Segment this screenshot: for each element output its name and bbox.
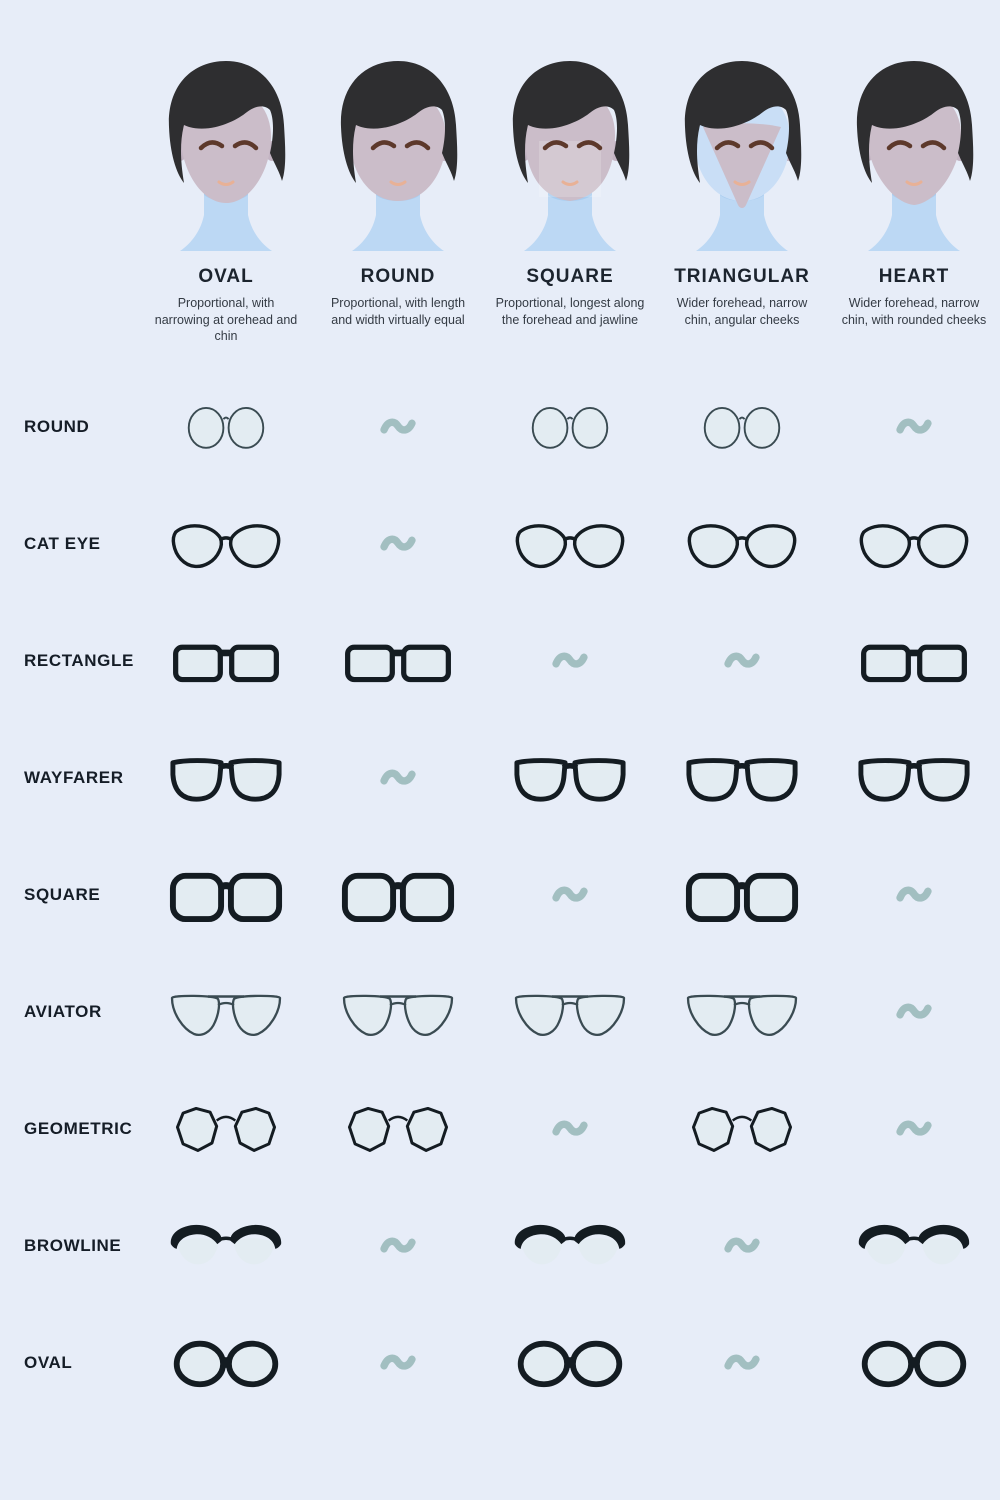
tilde-squiggle-icon (484, 648, 656, 674)
glasses-style-label: ROUND (24, 417, 90, 436)
tilde-squiggle-icon (828, 414, 1000, 440)
wayfarer-glasses-icon (828, 749, 1000, 808)
tilde-squiggle-icon (312, 1233, 484, 1259)
face-header-row (0, 0, 1000, 345)
round-glasses-icon (656, 401, 828, 453)
rectangle-glasses-icon (828, 633, 1000, 690)
wayfarer-glasses-icon (484, 749, 656, 808)
glasses-style-label: AVIATOR (24, 1002, 102, 1021)
rectangle-glasses-icon (140, 633, 312, 690)
square-glasses-icon (140, 866, 312, 925)
oval-glasses-icon (828, 1334, 1000, 1392)
header-spacer (0, 55, 140, 345)
face-illustration-heart (839, 55, 989, 260)
round-glasses-icon (140, 401, 312, 453)
tilde-squiggle-icon (312, 1350, 484, 1376)
geometric-glasses-icon (312, 1101, 484, 1157)
tilde-squiggle-icon (484, 1116, 656, 1142)
tilde-squiggle-icon (312, 765, 484, 791)
aviator-glasses-icon (140, 982, 312, 1042)
aviator-glasses-icon (656, 982, 828, 1042)
glasses-style-row-browline (0, 1188, 1000, 1305)
face-shape-name: HEART (878, 266, 950, 287)
wayfarer-glasses-icon (656, 749, 828, 808)
tilde-squiggle-icon (656, 1350, 828, 1376)
face-illustration-round (323, 55, 473, 260)
face-column-oval (140, 55, 312, 345)
geometric-glasses-icon (140, 1101, 312, 1157)
rectangle-glasses-icon (312, 633, 484, 690)
face-shape-description: Wider forehead, narrow chin, angular cheeks (676, 296, 808, 327)
wayfarer-glasses-icon (140, 749, 312, 808)
cat-eye-glasses-icon (828, 516, 1000, 573)
aviator-glasses-icon (312, 982, 484, 1042)
glasses-style-row-wayfarer (0, 720, 1000, 837)
geometric-glasses-icon (656, 1101, 828, 1157)
face-illustration-square (495, 55, 645, 260)
glasses-style-row-geometric (0, 1071, 1000, 1188)
face-column-heart (828, 55, 1000, 345)
face-shape-name: TRIANGULAR (674, 266, 810, 287)
oval-glasses-icon (484, 1334, 656, 1392)
tilde-squiggle-icon (828, 999, 1000, 1025)
tilde-squiggle-icon (484, 882, 656, 908)
tilde-squiggle-icon (828, 1116, 1000, 1142)
glasses-style-label: SQUARE (24, 885, 101, 904)
square-glasses-icon (656, 866, 828, 925)
browline-glasses-icon (140, 1217, 312, 1275)
aviator-glasses-icon (484, 982, 656, 1042)
browline-glasses-icon (828, 1217, 1000, 1275)
glasses-style-row-rectangle (0, 603, 1000, 720)
face-shape-name: OVAL (198, 266, 254, 287)
cat-eye-glasses-icon (140, 516, 312, 573)
face-shape-name: ROUND (360, 266, 436, 287)
glasses-style-label: GEOMETRIC (24, 1119, 133, 1138)
browline-glasses-icon (484, 1217, 656, 1275)
cat-eye-glasses-icon (656, 516, 828, 573)
glasses-style-label: CAT EYE (24, 534, 101, 553)
tilde-squiggle-icon (656, 648, 828, 674)
glasses-style-label: WAYFARER (24, 768, 124, 787)
glasses-style-label: OVAL (24, 1353, 73, 1372)
tilde-squiggle-icon (312, 414, 484, 440)
face-illustration-oval (151, 55, 301, 260)
style-grid (0, 369, 1000, 1422)
face-column-square (484, 55, 656, 345)
face-illustration-triangular (667, 55, 817, 260)
face-shape-description: Proportional, longest along the forehead and jawline (495, 296, 645, 327)
cat-eye-glasses-icon (484, 516, 656, 573)
face-shape-description: Proportional, with narrowing at orehead and chin (154, 296, 298, 343)
glasses-style-label: RECTANGLE (24, 651, 134, 670)
square-glasses-icon (312, 866, 484, 925)
face-column-round (312, 55, 484, 345)
glasses-style-label: BROWLINE (24, 1236, 122, 1255)
face-column-triangular (656, 55, 828, 345)
tilde-squiggle-icon (312, 531, 484, 557)
oval-glasses-icon (140, 1334, 312, 1392)
face-shape-description: Wider forehead, narrow chin, with rounded cheeks (841, 296, 987, 327)
glasses-style-row-aviator (0, 954, 1000, 1071)
glasses-style-row-cat-eye (0, 486, 1000, 603)
face-shape-description: Proportional, with length and width virtually equal (330, 296, 466, 327)
glasses-style-row-round (0, 369, 1000, 486)
glasses-style-row-oval (0, 1305, 1000, 1422)
glasses-style-row-square (0, 837, 1000, 954)
round-glasses-icon (484, 401, 656, 453)
face-shape-name: SQUARE (526, 266, 614, 287)
tilde-squiggle-icon (656, 1233, 828, 1259)
tilde-squiggle-icon (828, 882, 1000, 908)
